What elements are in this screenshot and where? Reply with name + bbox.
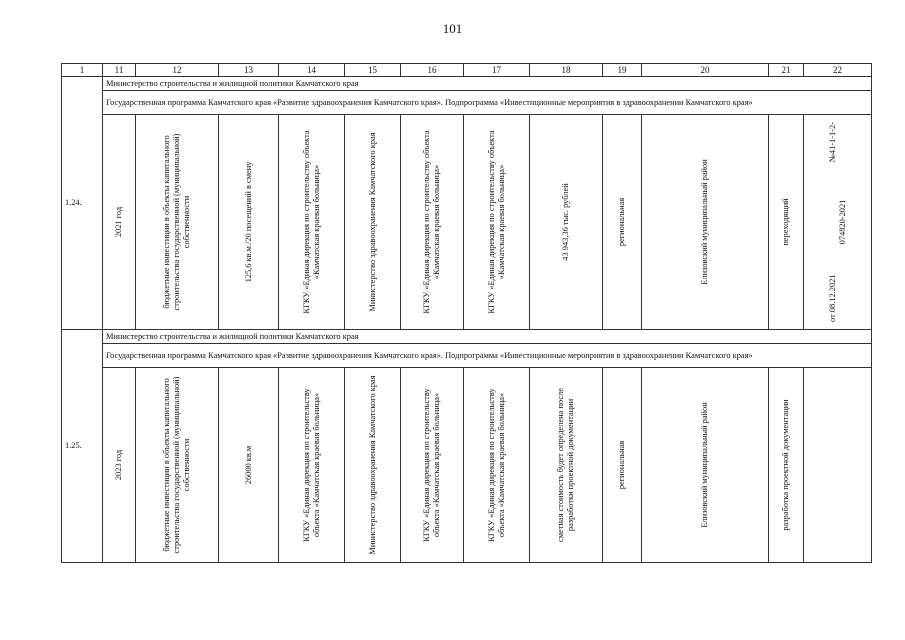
column-number: 16 [401, 64, 464, 77]
expertise-number: №41-1-1-2- [827, 122, 837, 163]
column-number: 18 [530, 64, 603, 77]
cell-location: Елизовский муниципальный район [642, 368, 769, 563]
cell-capacity: 26000 кв.м [219, 368, 279, 563]
column-number-row [62, 64, 872, 77]
column-number: 20 [642, 64, 769, 77]
expertise-date: от 08.12.2021 [827, 274, 837, 322]
cell-status: переходящий [769, 115, 804, 330]
expertise-number-cont: 074820-2021 [837, 199, 847, 245]
ministry-name: Министерство строительства и жилищной политики Камчатского края [103, 77, 872, 91]
ministry-row [62, 77, 872, 91]
cell-developer: КГКУ «Единая дирекция по строительству объекта «Камчатская краевая больница» [401, 368, 464, 563]
column-number: 11 [103, 64, 136, 77]
cell-recipient: КГКУ «Единая дирекция по строительству объекта «Камчатская краевая больница» [464, 115, 530, 330]
column-number: 15 [345, 64, 401, 77]
cell-expertise [804, 368, 872, 563]
cell-ownership: региональная [603, 115, 642, 330]
table-row [62, 115, 872, 330]
cell-cost: сметная стоимость будет определена после разработки проектной документации [530, 368, 603, 563]
cell-customer: КГКУ «Единая дирекция по строительству объекта «Камчатская краевая больница» [279, 115, 345, 330]
program-row [62, 344, 872, 368]
cell-year: 2023 год [103, 368, 136, 563]
page-number: 101 [442, 21, 463, 36]
program-name: Государственная программа Камчатского края «Развитие здравоохранения Камчатского края». Подпрограмма «Инвестиционные мероприятия в здравоохранении Камчатского края» [103, 344, 872, 368]
ministry-name: Министерство строительства и жилищной политики Камчатского края [103, 330, 872, 344]
cell-cost: 43 943,36 тыс. рублей [530, 115, 603, 330]
cell-customer: КГКУ «Единая дирекция по строительству объекта «Камчатская краевая больница» [279, 368, 345, 563]
column-number: 13 [219, 64, 279, 77]
row-number: 1.25. [62, 330, 103, 563]
cell-ministry: Министерство здравоохранения Камчатского края [345, 368, 401, 563]
cell-investment-type: бюджетные инвестиции в объекты капитального строительства государственной (муниципальной) собственности [136, 115, 219, 330]
cell-location: Елизовский муниципальный район [642, 115, 769, 330]
ministry-row [62, 330, 872, 344]
cell-capacity: 125,6 кв.м./20 посещений в смену [219, 115, 279, 330]
program-name: Государственная программа Камчатского края «Развитие здравоохранения Камчатского края». Подпрограмма «Инвестиционные мероприятия в здравоохранении Камчатского края» [103, 91, 872, 115]
column-number: 22 [804, 64, 872, 77]
column-number: 14 [279, 64, 345, 77]
table-row [62, 368, 872, 563]
cell-year: 2021 год [103, 115, 136, 330]
cell-expertise [804, 115, 872, 330]
column-number: 17 [464, 64, 530, 77]
program-row [62, 91, 872, 115]
cell-investment-type: бюджетные инвестиции в объекты капитального строительства государственной (муниципальной) собственности [136, 368, 219, 563]
column-number: 1 [62, 64, 103, 77]
column-number: 19 [603, 64, 642, 77]
cell-recipient: КГКУ «Единая дирекция по строительству объекта «Камчатская краевая больница» [464, 368, 530, 563]
column-number: 12 [136, 64, 219, 77]
row-number: 1.24. [62, 77, 103, 330]
cell-ministry: Министерство здравоохранения Камчатского края [345, 115, 401, 330]
projects-table [61, 63, 872, 563]
cell-status: разработка проектной документации [769, 368, 804, 563]
column-number: 21 [769, 64, 804, 77]
cell-ownership: региональная [603, 368, 642, 563]
cell-developer: КГКУ «Единая дирекция по строительству объекта «Камчатская краевая больница» [401, 115, 464, 330]
